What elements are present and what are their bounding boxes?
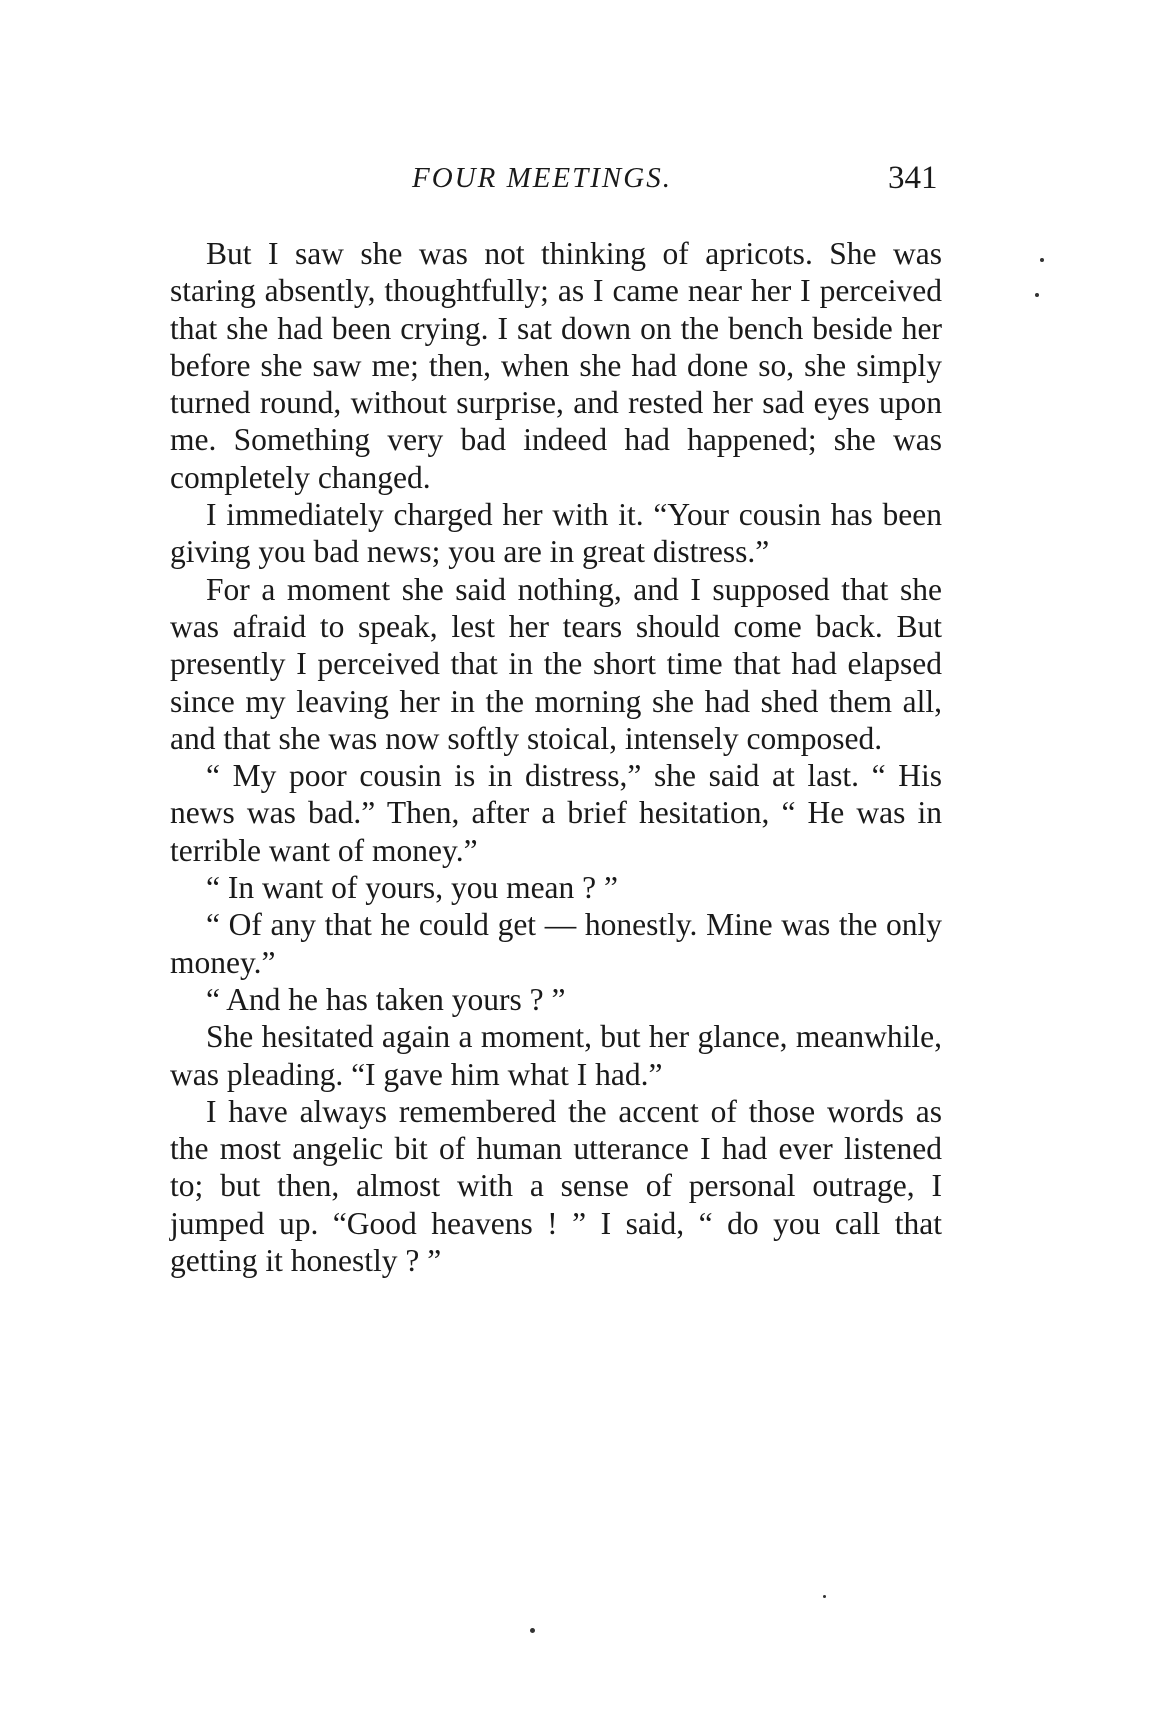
print-speck: [530, 1628, 535, 1633]
paragraph: “ Of any that he could get — honestly. Mine was the only money.”: [170, 907, 942, 980]
paragraph: “ And he has taken yours ? ”: [206, 981, 566, 1017]
print-speck: [1035, 293, 1039, 297]
print-speck: [823, 1595, 826, 1598]
print-speck: [1040, 258, 1044, 262]
paragraph: I immediately charged her with it. “Your cousin has been giving you bad news; you are in great distress.”: [170, 497, 942, 570]
running-title: FOUR MEETINGS.: [412, 162, 672, 194]
paragraph: I have always remembered the accent of those words as the most angelic bit of human utterance I had ever listened to; but then, almost with a sense of personal outrage, I jumped up. “Good heavens ! ” I said, “ do you call that getting it honestly ? ”: [170, 1093, 942, 1279]
paragraph: She hesitated again a moment, but her glance, meanwhile, was pleading. “I gave him what I had.”: [170, 1019, 942, 1092]
page-number: 341: [888, 160, 938, 196]
paragraph: For a moment she said nothing, and I supposed that she was afraid to speak, lest her tears should come back. But presently I perceived that in the short time that had elapsed since my leaving her in the morning she had shed them all, and that she was now softly stoical, intensely composed.: [170, 571, 942, 756]
body-text: [170, 235, 942, 1279]
paragraph: But I saw she was not thinking of apricots. She was staring absently, thoughtfully; as I came near her I perceived that she had been crying. I sat down on the bench beside her before she saw me; then, when she had done so, she simply turned round, without surprise, and rested her sad eyes upon me. Something very bad indeed had happened; she was completely changed.: [170, 236, 942, 495]
paragraph: “ My poor cousin is in distress,” she said at last. “ His news was bad.” Then, after a brief hesitation, “ He was in terrible want of money.”: [170, 758, 942, 868]
page-header: [0, 160, 1167, 208]
paragraph: “ In want of yours, you mean ? ”: [206, 870, 618, 906]
